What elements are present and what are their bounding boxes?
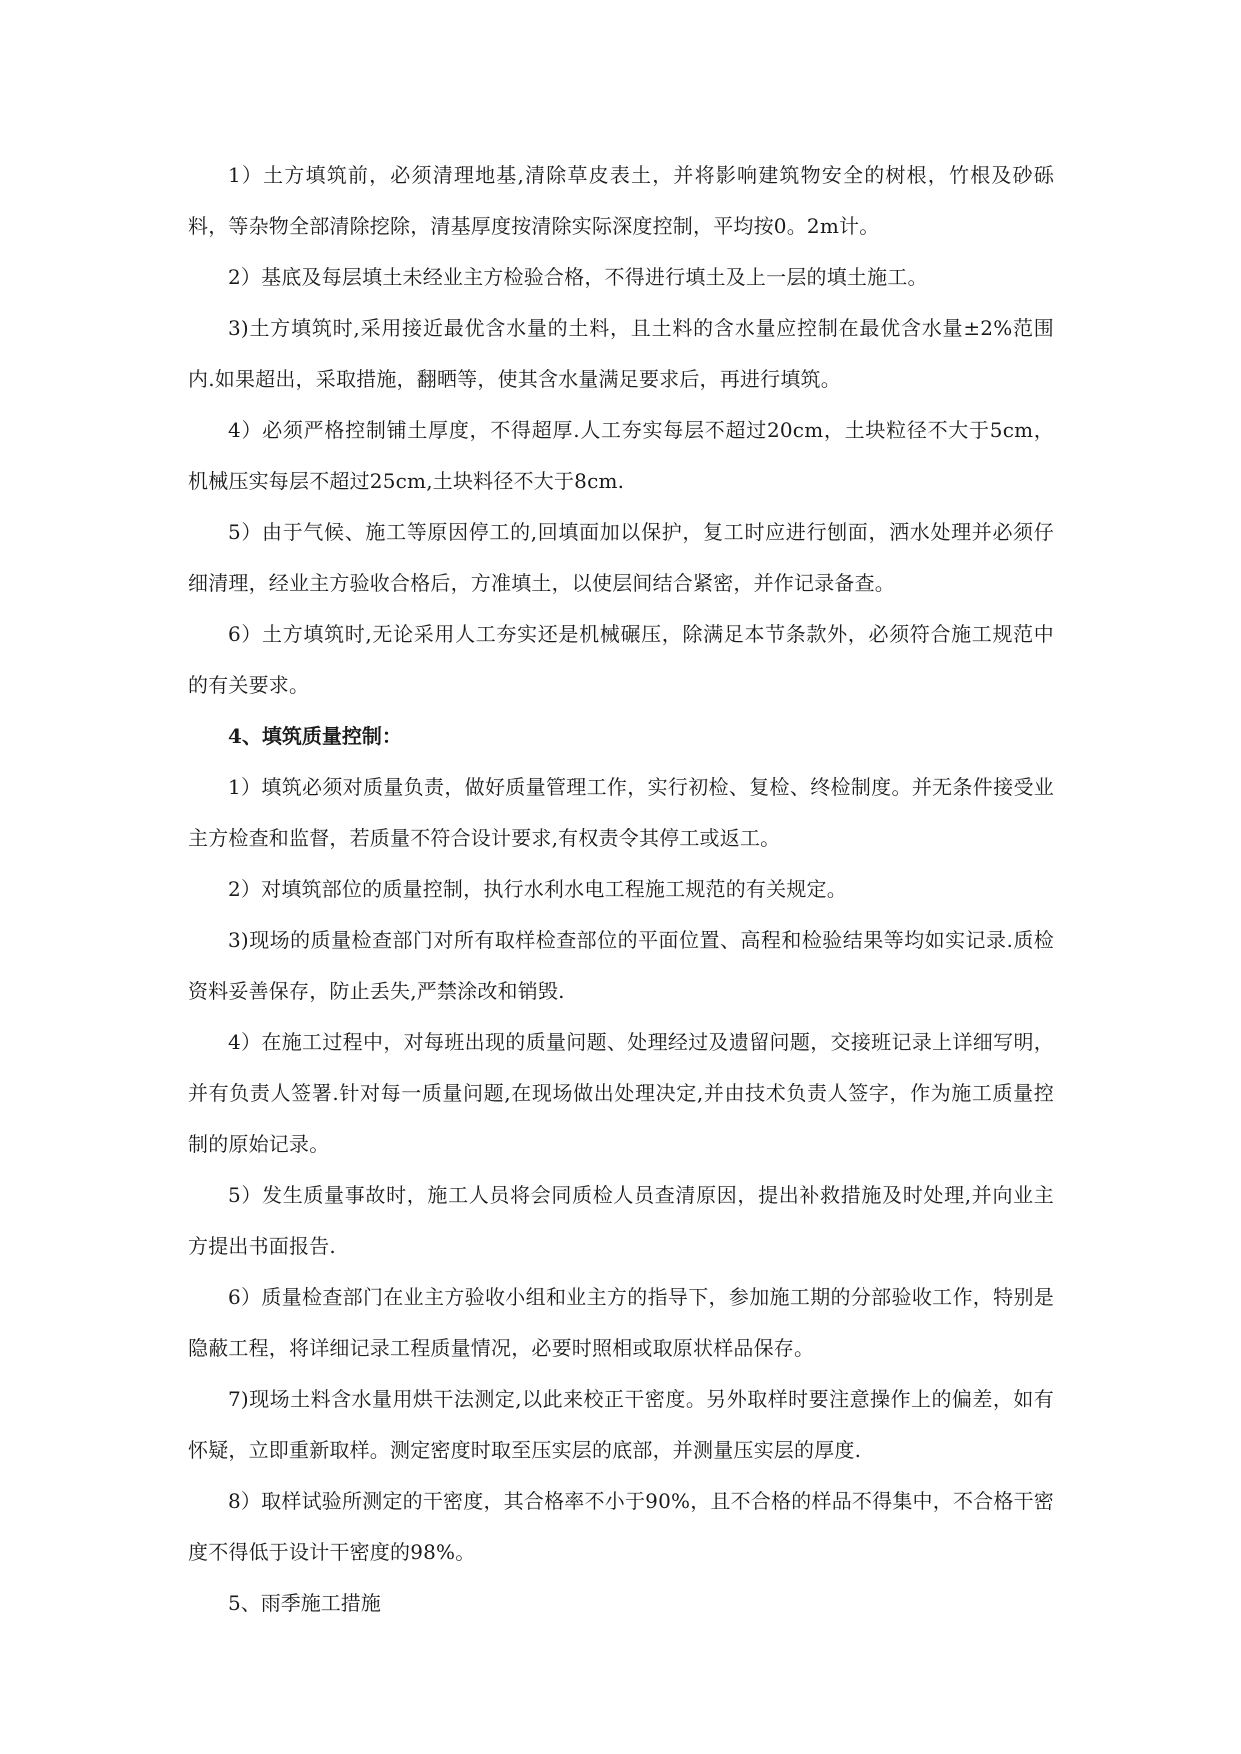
- paragraph-2-2: 2）对填筑部位的质量控制，执行水利水电工程施工规范的有关规定。: [228, 877, 847, 901]
- paragraph-2-3: 3)现场的质量检查部门对所有取样检查部位的平面位置、高程和检验结果等均如实记录.质检资料妥善保存，防止丢失,严禁涂改和销毁.: [188, 928, 1054, 1003]
- paragraph-2-4: 4）在施工过程中，对每班出现的质量问题、处理经过及遗留问题，交接班记录上详细写明，并有负责人签署.针对每一质量问题,在现场做出处理决定,并由技术负责人签字，作为施工质量控制的原始记录。: [188, 1030, 1054, 1156]
- paragraph-1-4: 4）必须严格控制铺土厚度，不得超厚.人工夯实每层不超过20cm，土块粒径不大于5cm，机械压实每层不超过25cm,土块料径不大于8cm.: [188, 418, 1054, 493]
- paragraph-2-1: 1）填筑必须对质量负责，做好质量管理工作，实行初检、复检、终检制度。并无条件接受业主方检查和监督，若质量不符合设计要求,有权责令其停工或返工。: [188, 775, 1054, 850]
- section-heading-5: 5、雨季施工措施: [228, 1591, 381, 1615]
- paragraph-2-6: 6）质量检查部门在业主方验收小组和业主方的指导下，参加施工期的分部验收工作，特别是隐蔽工程，将详细记录工程质量情况，必要时照相或取原状样品保存。: [188, 1285, 1054, 1360]
- paragraph-2-5: 5）发生质量事故时，施工人员将会同质检人员查清原因，提出补救措施及时处理,并向业主方提出书面报告.: [188, 1183, 1054, 1258]
- paragraph-2-8: 8）取样试验所测定的干密度，其合格率不小于90%，且不合格的样品不得集中，不合格干密度不得低于设计干密度的98%。: [188, 1489, 1054, 1564]
- paragraph-2-7: 7)现场土料含水量用烘干法测定,以此来校正干密度。另外取样时要注意操作上的偏差，如有怀疑，立即重新取样。测定密度时取至压实层的底部，并测量压实层的厚度.: [188, 1387, 1054, 1462]
- section-heading-4: 4、填筑质量控制：: [228, 724, 402, 748]
- paragraph-1-3: 3)土方填筑时,采用接近最优含水量的土料，且土料的含水量应控制在最优含水量±2%范围内.如果超出，采取措施，翻晒等，使其含水量满足要求后，再进行填筑。: [188, 316, 1054, 391]
- paragraph-1-6: 6）土方填筑时,无论采用人工夯实还是机械碾压，除满足本节条款外，必须符合施工规范中的有关要求。: [188, 622, 1055, 697]
- paragraph-1-2: 2）基底及每层填土未经业主方检验合格，不得进行填土及上一层的填土施工。: [228, 265, 928, 289]
- paragraph-1-1: 1）土方填筑前，必须清理地基,清除草皮表土，并将影响建筑物安全的树根，竹根及砂砾料，等杂物全部清除挖除，清基厚度按清除实际深度控制，平均按0。2m计。: [188, 163, 1054, 238]
- paragraph-1-5: 5）由于气候、施工等原因停工的,回填面加以保护，复工时应进行刨面，洒水处理并必须仔细清理，经业主方验收合格后，方准填土，以使层间结合紧密，并作记录备查。: [188, 520, 1054, 595]
- document-body: [188, 150, 1054, 1629]
